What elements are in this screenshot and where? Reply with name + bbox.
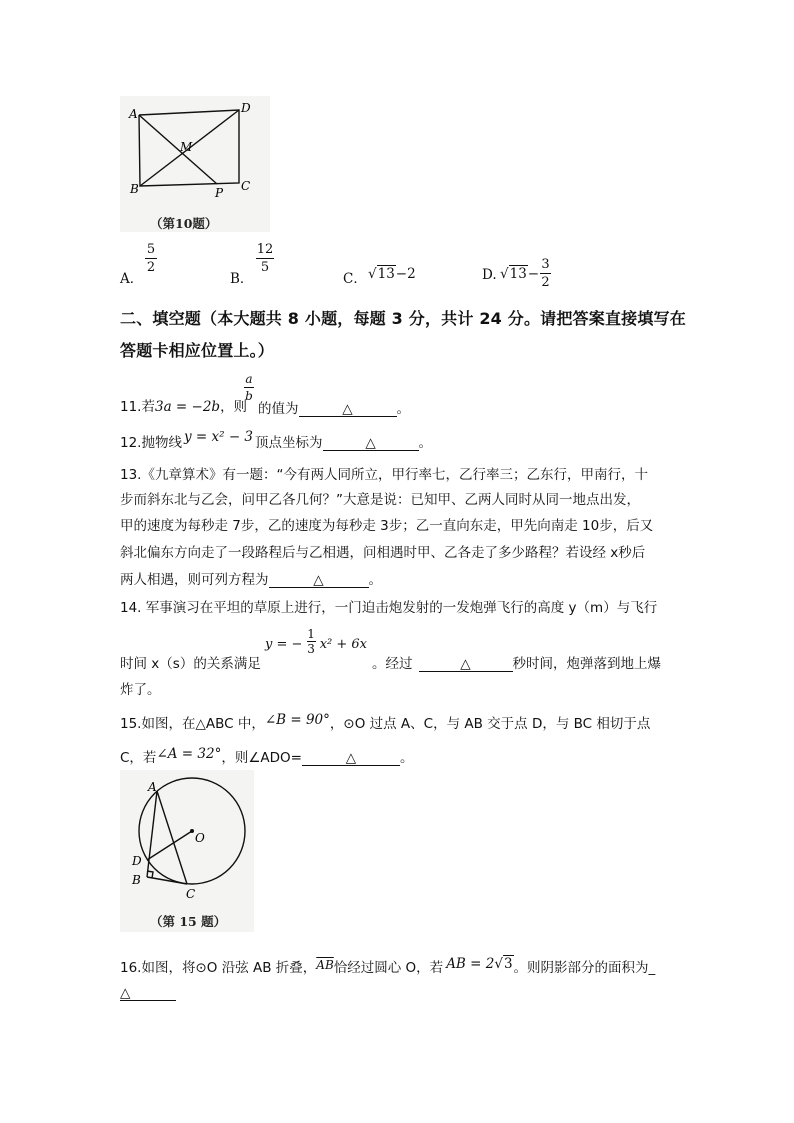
q14-line2-rest: [372, 652, 661, 672]
q15-line2: [120, 746, 414, 766]
option-d-fraction: [540, 257, 551, 290]
q15-answer-blank[interactable]: △: [302, 751, 400, 766]
q12-answer-blank[interactable]: △: [323, 436, 419, 451]
option-a-label: A．: [120, 271, 144, 287]
q13-answer-blank[interactable]: △: [269, 573, 369, 588]
q13-end: 。: [368, 572, 382, 588]
q15-line1-prefix: 15.如图，在△ABC 中，: [120, 716, 265, 732]
q14-fraction: [307, 627, 316, 656]
option-d-root: √13−: [500, 266, 540, 282]
q16-line1-suffix: 。则阴影部分的面积为_: [513, 960, 656, 976]
q13-line2: 步而斜东北与乙会，问甲乙各几何？”大意是说：已知甲、乙两人同时从同一地点出发，: [120, 492, 640, 508]
q11-prefix: 11.若: [120, 399, 155, 415]
option-d-num: 3: [541, 257, 550, 272]
label-B: B: [130, 182, 139, 196]
figure-q15: [120, 770, 254, 932]
q12-end: 。: [418, 435, 433, 451]
q14-answer-blank[interactable]: △: [419, 657, 513, 672]
label-D: D: [132, 854, 142, 868]
label-B: B: [132, 873, 141, 887]
option-a-num: 5: [146, 242, 156, 257]
option-c-radicand: 13: [377, 266, 395, 282]
option-b-den: 5: [260, 260, 270, 275]
q15-line1-suffix: ，⊙O 过点 A、C，与 AB 交于点 D，与 BC 相切于点: [329, 716, 651, 732]
q12-equation: y = x² − 3: [183, 429, 254, 445]
q11-mid: ，则: [220, 399, 248, 415]
q15-line2-mid: ，则∠ADO=: [221, 750, 302, 766]
q16-arc-ab: $\overline{AB}$: [316, 958, 334, 972]
q16-line1-mid: 恰经过圆心 O，若: [333, 960, 444, 976]
q14-line1: 14. 军事演习在平坦的草原上进行，一门迫击炮发射的一发炮弹飞行的高度 y（m）与飞行: [120, 600, 658, 616]
label-M: M: [180, 140, 193, 154]
q11-end: 。: [396, 401, 410, 417]
q14-formula: [265, 627, 367, 656]
option-c-value: √13−2: [368, 266, 416, 282]
q14-frac-num: 1: [307, 627, 315, 641]
q13-line3: 甲的速度为每秒走 7步，乙的速度为每秒走 3步；乙一直向东走，甲先向南走 10步，后又: [120, 518, 654, 534]
q16-answer-blank[interactable]: △: [120, 986, 176, 1001]
option-b-fraction: [256, 242, 274, 275]
q16-ab-radicand: 3: [503, 956, 513, 972]
figure-q15-caption: （第 15 题）: [150, 914, 227, 929]
option-a-den: 2: [146, 260, 156, 275]
q13-line4: 斜北偏东方向走了一段路程后与乙相遇，问相遇时甲、乙各走了多少路程？若设经 x秒后: [120, 545, 646, 561]
q12-suffix: 顶点坐标为: [255, 435, 323, 451]
option-d-radicand: 13: [509, 266, 527, 282]
q14-frac-den: 3: [307, 642, 315, 656]
figure-q10: [120, 96, 270, 232]
q16-line2: [120, 985, 176, 1001]
q15-line1: [120, 712, 650, 732]
section-heading-line2: 答题卡相应位置上。）: [120, 341, 275, 360]
q15-angle-b: ∠B = 90°: [264, 712, 330, 728]
label-C: C: [186, 887, 196, 901]
label-P: P: [215, 186, 224, 200]
q14-eq-left: y = −: [265, 637, 303, 652]
q15-angle-a: ∠A = 32°: [156, 746, 222, 762]
option-c-label: C．: [343, 271, 367, 287]
q11-answer-blank[interactable]: △: [299, 402, 397, 417]
circle-diagram: [120, 770, 254, 932]
q14-line3: 炸了。: [120, 682, 161, 698]
q13-line1: 13.《九章算术》有一题：“今有两人同所立，甲行率七，乙行率三；乙东行，甲南行，十: [120, 467, 648, 483]
q12-prefix: 12.抛物线: [120, 435, 182, 451]
q16-line1: 16.如图，将⊙O 沿弦 AB 折叠，$\overline{AB}$恰经过圆心 O，若 AB = 2√3。则阴影部分的面积为_: [120, 956, 656, 976]
figure-q10-caption: （第10题）: [150, 216, 218, 231]
option-d-label: D.: [482, 267, 497, 283]
label-C: C: [241, 179, 251, 193]
label-A: A: [129, 107, 138, 121]
q13-line5-prefix: 两人相遇，则可列方程为: [120, 572, 269, 588]
option-d-den: 2: [541, 275, 550, 290]
q14-line2-mid: 。经过: [372, 656, 413, 672]
q14-eq-right: x² + 6x: [319, 637, 367, 652]
q11-equation: 3a = −2b: [154, 399, 221, 415]
q15-end: 。: [400, 750, 414, 766]
option-b-num: 12: [256, 242, 274, 257]
label-D: D: [241, 101, 251, 115]
q16-ab-eq: AB = 2: [446, 956, 495, 972]
rectangle-diagram: [120, 96, 270, 232]
section-heading-line1: 二、填空题（本大题共 8 小题，每题 3 分，共计 24 分。请把答案直接填写在: [120, 309, 686, 328]
option-c-rest: −2: [395, 266, 416, 282]
q16-line1-prefix: 16.如图，将⊙O 沿弦 AB 折叠，: [120, 960, 317, 976]
question-12: [120, 431, 432, 451]
q11-suffix: 的值为: [258, 401, 299, 417]
q11-frac-num: a: [245, 372, 253, 386]
q11-fraction: [244, 372, 254, 403]
q15-line2-prefix: C，若: [120, 750, 157, 766]
q13-line5: [120, 568, 382, 588]
option-a-fraction: [145, 242, 157, 275]
option-b-label: B．: [230, 271, 254, 287]
label-O: O: [195, 831, 205, 845]
label-A: A: [148, 780, 157, 794]
q14-line2-prefix: 时间 x（s）的关系满足: [120, 656, 261, 672]
q11-frac-den: b: [245, 389, 253, 403]
q14-line2-suffix: 秒时间，炮弹落到地上爆: [512, 656, 661, 672]
option-d-minus: −: [527, 266, 540, 282]
